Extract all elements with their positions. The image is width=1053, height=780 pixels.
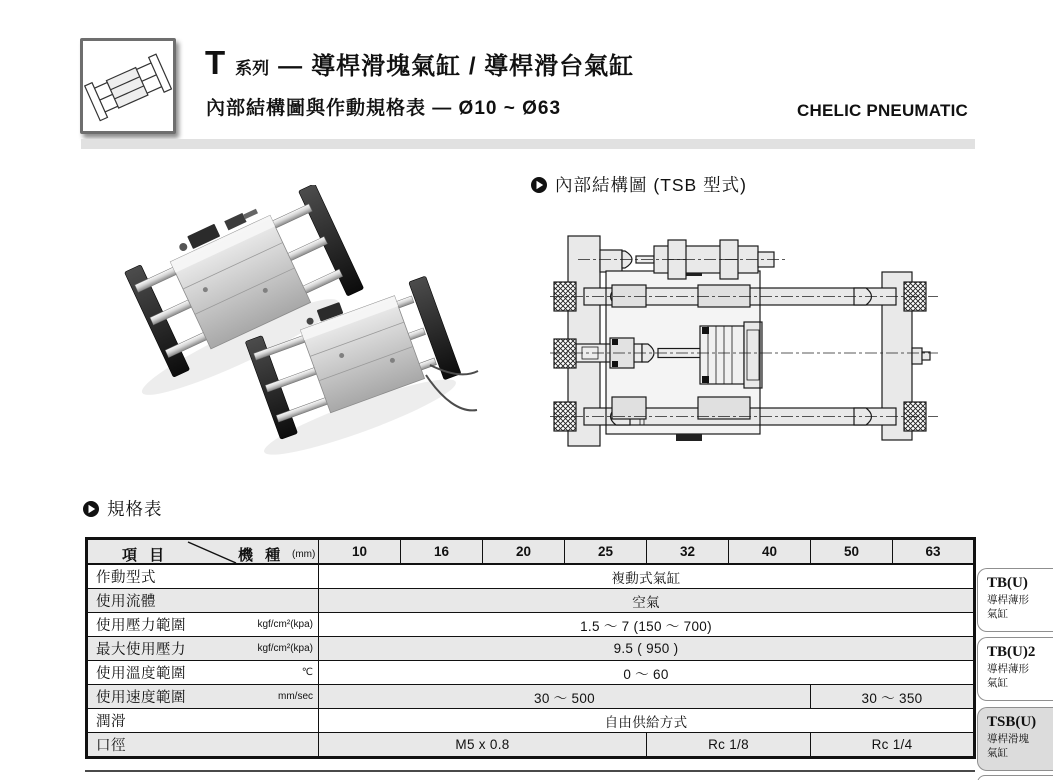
header-divider-band: [81, 139, 975, 149]
tab-desc-line1: 導桿薄形: [987, 663, 1029, 675]
row-unit: ℃: [301, 667, 313, 678]
spec-value: 複動式氣缸: [319, 564, 975, 589]
spec-value: Rc 1/4: [811, 733, 975, 758]
spec-row: [87, 709, 975, 733]
row-label: 作動型式: [96, 570, 156, 586]
tab-desc-line1: 導桿薄形: [987, 594, 1029, 606]
corner-model-label: 機 種: [238, 547, 285, 564]
spec-row: [87, 661, 975, 685]
play-circle-icon: [531, 177, 547, 193]
row-label: 最大使用壓力: [96, 642, 186, 658]
diagram-caption: 內部結構圖 (TSB 型式): [555, 175, 747, 195]
spec-table: [85, 537, 976, 759]
tab-code: TSB(U): [987, 714, 1037, 730]
product-thumbnail-drawing: [83, 41, 173, 131]
spec-header-row: [87, 539, 975, 565]
page-subtitle: 內部結構圖與作動規格表 — Ø10 ~ Ø63: [206, 98, 562, 119]
spec-row: [87, 685, 975, 709]
title-main: 導桿滑塊氣缸 / 導桿滑台氣缸: [311, 53, 635, 80]
row-label-cell: [87, 733, 319, 758]
spec-value: 30 ～ 350: [811, 685, 975, 709]
play-circle-icon: [83, 501, 99, 517]
series-word: 系列: [235, 59, 270, 78]
tab-desc-line2: 氣缸: [987, 607, 1008, 620]
row-label: 潤滑: [96, 714, 126, 730]
row-label: 口徑: [96, 738, 126, 754]
column-header-20: 20: [483, 539, 565, 565]
sidebar-tab-partial: [977, 775, 1053, 780]
row-label-cell: [87, 661, 319, 685]
row-unit: kgf/cm²(kpa): [257, 643, 313, 654]
spec-value: Rc 1/8: [647, 733, 811, 758]
corner-unit: (mm): [292, 549, 316, 560]
page-title: [205, 44, 634, 82]
column-header-32: 32: [647, 539, 729, 565]
sidebar-tab-TSB(U)[interactable]: [977, 707, 1053, 771]
series-letter: T: [205, 44, 227, 81]
row-label-cell: [87, 709, 319, 733]
spec-value: 0 ～ 60: [319, 661, 975, 685]
title-dash: —: [278, 53, 303, 80]
tab-code: TB(U)2: [987, 644, 1036, 660]
spec-row: [87, 637, 975, 661]
column-header-63: 63: [893, 539, 975, 565]
tab-description: [987, 663, 1051, 690]
row-label: 使用速度範圍: [96, 690, 186, 706]
tab-description: [987, 594, 1051, 621]
spec-row: [87, 589, 975, 613]
brand-logo: CHELIC PNEUMATIC: [797, 101, 968, 120]
row-label-cell: [87, 613, 319, 637]
column-header-40: 40: [729, 539, 811, 565]
row-unit: kgf/cm²(kpa): [257, 619, 313, 630]
row-label: 使用溫度範圍: [96, 666, 186, 682]
diagram-section-label: [531, 172, 747, 197]
spec-row: [87, 733, 975, 758]
spec-row: [87, 564, 975, 589]
tab-desc-line2: 氣缸: [987, 676, 1008, 689]
column-header-16: 16: [401, 539, 483, 565]
corner-item-label: 項 目: [122, 547, 169, 564]
spec-row: [87, 613, 975, 637]
sidebar-tab-TB(U)[interactable]: [977, 568, 1053, 632]
spec-value: 自由供給方式: [319, 709, 975, 733]
column-header-10: 10: [319, 539, 401, 565]
internal-structure-drawing: [548, 226, 940, 456]
row-label-cell: [87, 564, 319, 589]
spec-value: 9.5 ( 950 ): [319, 637, 975, 661]
column-header-50: 50: [811, 539, 893, 565]
spec-value: 空氣: [319, 589, 975, 613]
row-label: 使用流體: [96, 594, 156, 610]
spec-value: M5 x 0.8: [319, 733, 647, 758]
row-label-cell: [87, 637, 319, 661]
spec-value: 1.5 ～ 7 (150 ～ 700): [319, 613, 975, 637]
tab-description: [987, 733, 1051, 760]
row-label: 使用壓力範圍: [96, 618, 186, 634]
spec-value: 30 ～ 500: [319, 685, 811, 709]
row-unit: mm/sec: [278, 691, 313, 702]
spec-section-label: [83, 496, 163, 521]
product-photo: [120, 185, 480, 485]
sidebar-tab-TB(U)2[interactable]: [977, 637, 1053, 701]
row-label-cell: [87, 589, 319, 613]
spec-label: 規格表: [107, 499, 163, 519]
row-label-cell: [87, 685, 319, 709]
tab-desc-line2: 氣缸: [987, 746, 1008, 759]
product-thumbnail-box: [80, 38, 176, 134]
footer-rule: [85, 770, 975, 772]
tab-code: TB(U): [987, 575, 1028, 591]
tab-desc-line1: 導桿滑塊: [987, 733, 1029, 745]
column-header-25: 25: [565, 539, 647, 565]
corner-cell: [87, 539, 319, 565]
